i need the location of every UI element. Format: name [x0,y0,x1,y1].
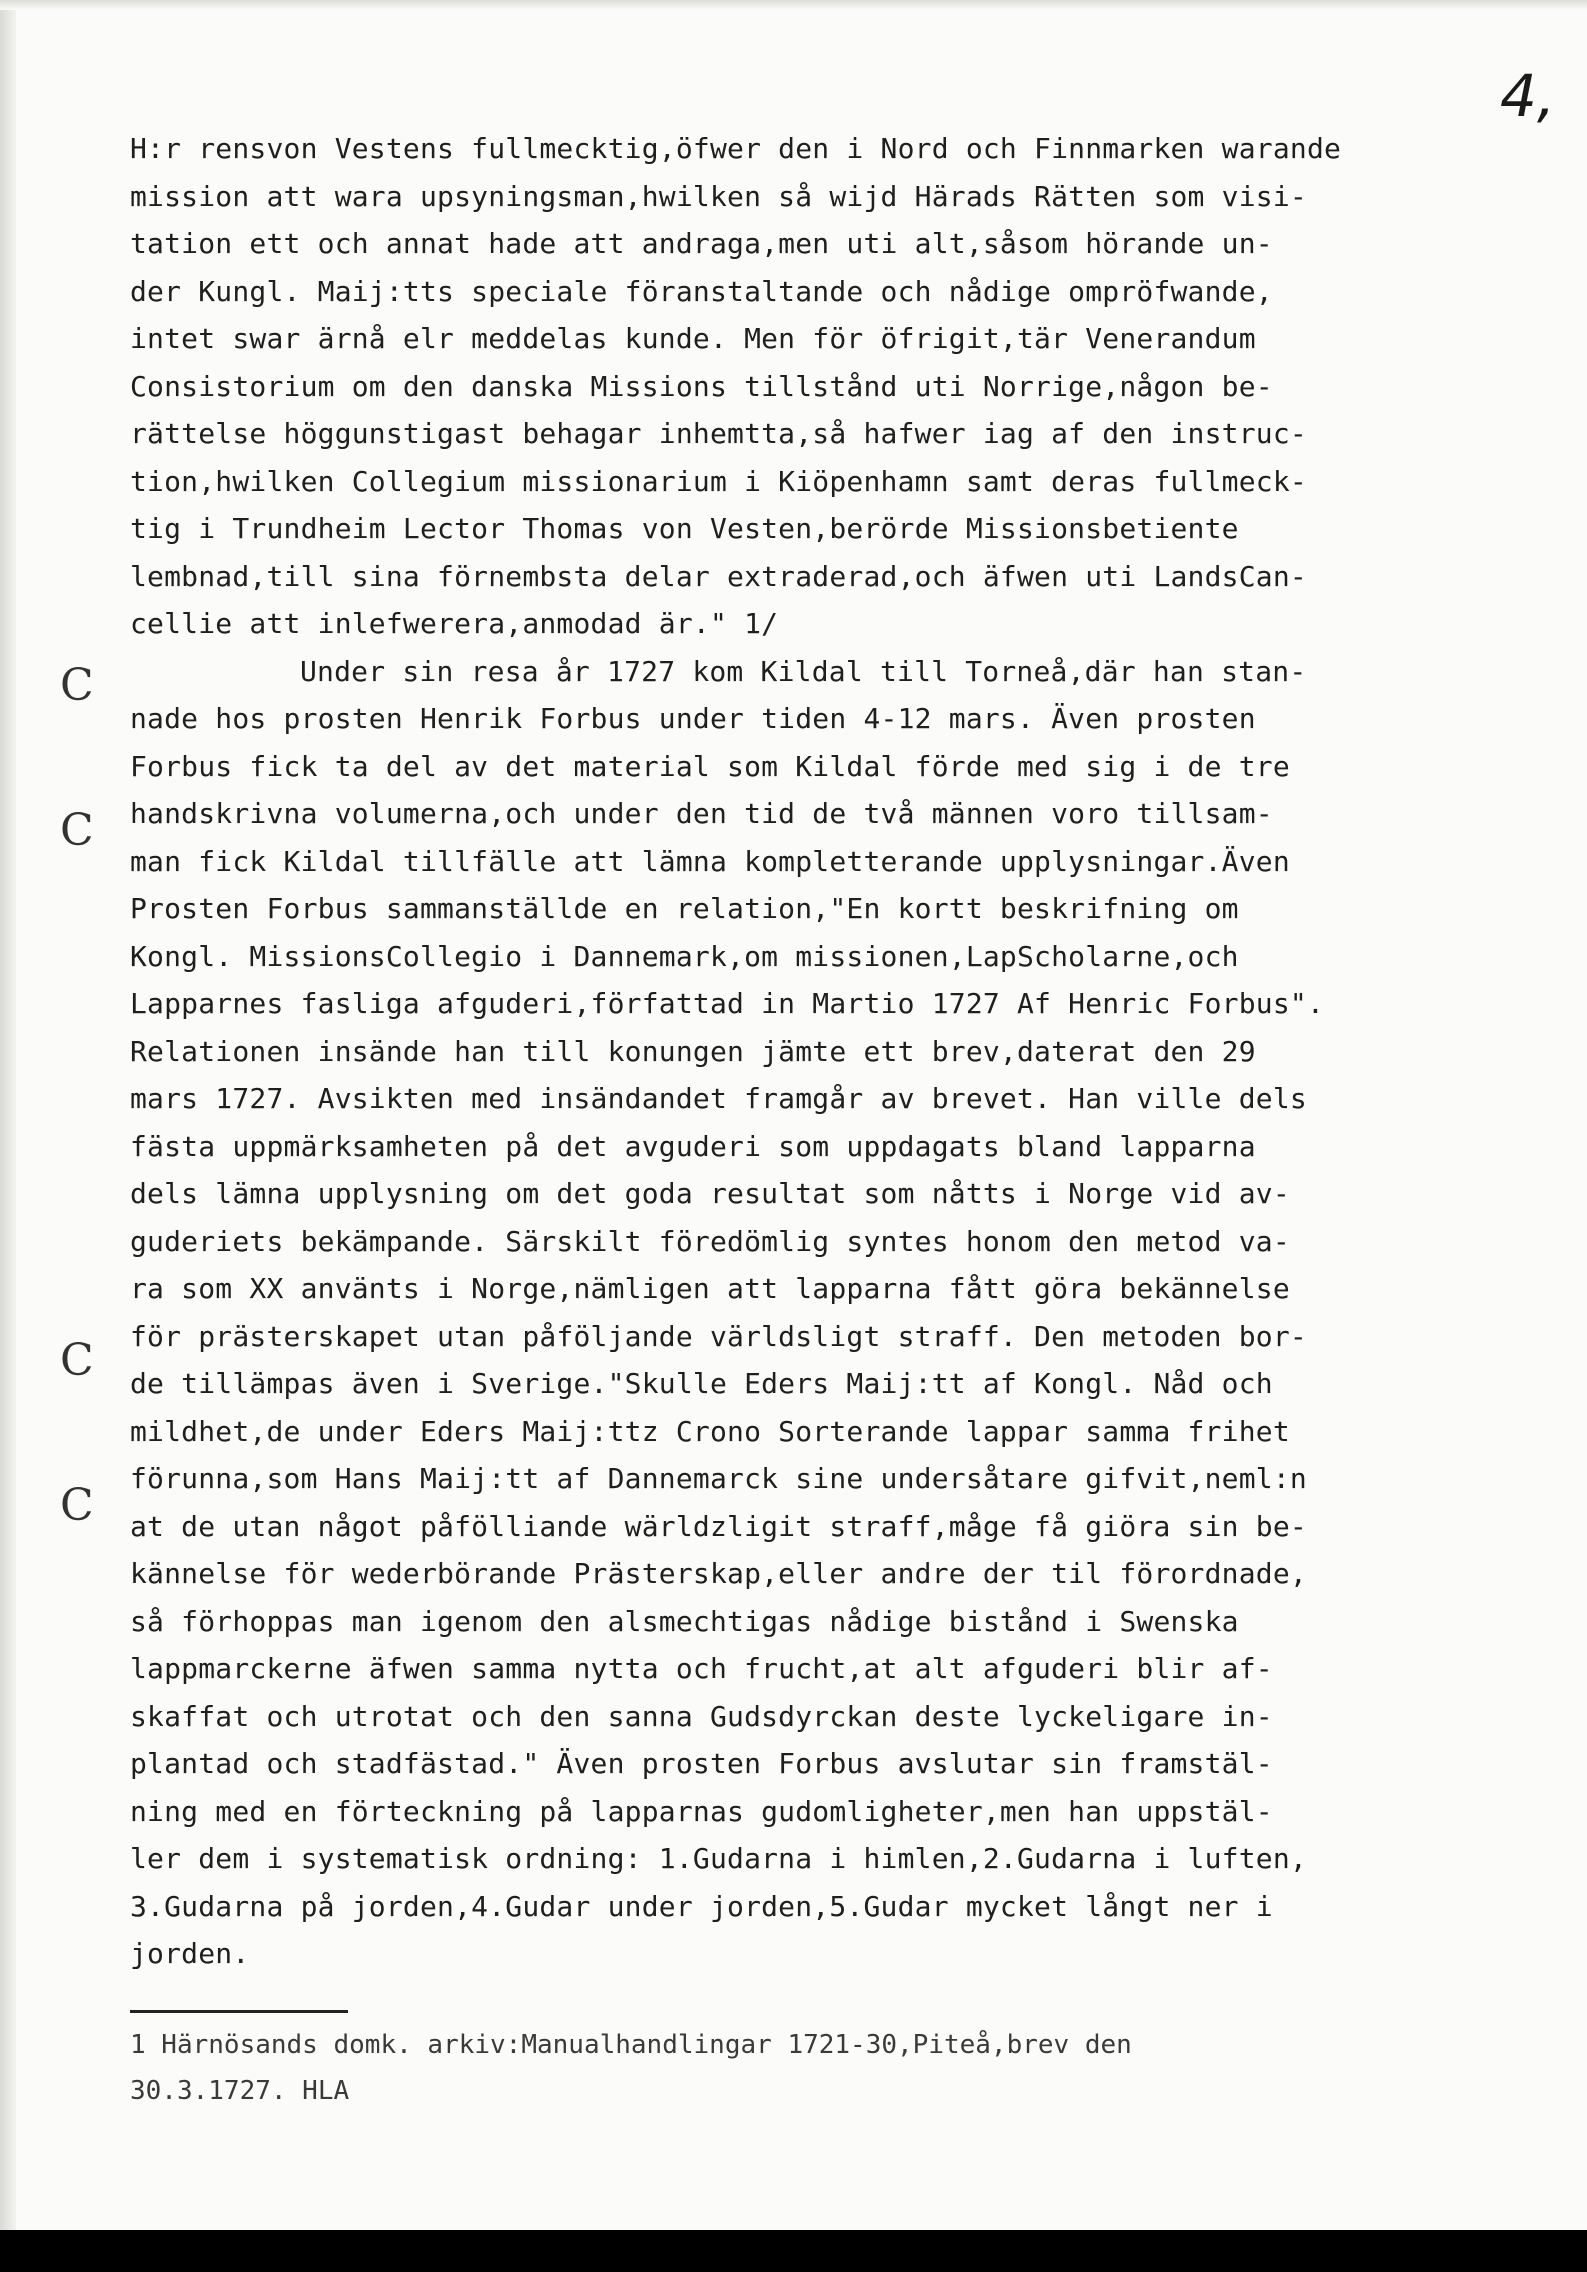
text-line: ler dem i systematisk ordning: 1.Gudarna i himlen,2.Gudarna i luften, [130,1842,1307,1875]
text-line: tion,hwilken Collegium missionarium i Kiöpenhamn samt deras fullmeck- [130,464,1307,498]
text-line: förunna,som Hans Maij:tt af Dannemarck sine undersåtare gifvit,neml:n [130,1462,1307,1495]
margin-mark: C [60,1335,94,1386]
text-line: mildhet,de under Eders Maij:ttz Crono Sorterande lappar samma frihet [130,1414,1290,1448]
scan-bottom-border [0,2230,1587,2272]
text-line: Forbus fick ta del av det material som Kildal förde med sig i de tre [130,749,1290,783]
footnote-line: 30.3.1727. HLA [130,2076,350,2106]
text-line: tig i Trundheim Lector Thomas von Vesten,berörde Missionsbetiente [130,512,1239,545]
text-line: 3.Gudarna på jorden,4.Gudar under jorden,5.Gudar mycket långt ner i [130,1889,1273,1923]
page-top-edge [0,0,1587,10]
margin-mark: C [60,1480,94,1531]
text-line: kännelse för wederbörande Prästerskap,eller andre der til förordnade, [130,1557,1307,1590]
page-left-edge [0,0,16,2272]
text-line: skaffat och utrotat och den sanna Gudsdyrckan deste lyckeligare in- [130,1699,1273,1733]
text-line: Consistorium om den danska Missions tillstånd uti Norrige,någon be- [130,369,1273,403]
text-line: rättelse höggunstigast behagar inhemtta,så hafwer iag af den instruc- [130,417,1307,450]
text-line: Lapparnes fasliga afguderi,författad in Martio 1727 Af Henric Forbus". [130,987,1325,1020]
text-line: mission att wara upsyningsman,hwilken så wijd Härads Rätten som visi- [130,179,1307,213]
margin-mark: C [60,660,94,711]
text-line: de tillämpas även i Sverige."Skulle Eders Maij:tt af Kongl. Nåd och [130,1367,1273,1400]
text-line: plantad och stadfästad." Även prosten Forbus avslutar sin framstäl- [130,1747,1273,1780]
text-line: lappmarckerne äfwen samma nytta och frucht,at alt afguderi blir af- [130,1652,1273,1685]
footnote-rule [130,2010,348,2013]
text-line: handskrivna volumerna,och under den tid de två männen voro tillsam- [130,797,1273,830]
body-text [130,125,1450,1978]
text-line: ning med en förteckning på lapparnas gudomligheter,men han uppstäl- [130,1794,1273,1828]
text-line: at de utan något påfölliande wärldzligit straff,måge få giöra sin be- [130,1509,1307,1543]
footnote-line: 1 Härnösands domk. arkiv:Manualhandlingar 1721-30,Piteå,brev den [130,2030,1132,2060]
text-line: för prästerskapet utan påföljande världsligt straff. Den metoden bor- [130,1319,1307,1353]
text-line: Relationen insände han till konungen jämte ett brev,daterat den 29 [130,1034,1256,1068]
text-line: så förhoppas man igenom den alsmechtigas nådige bistånd i Swenska [130,1604,1239,1638]
text-line: lembnad,till sina förnembsta delar extraderad,och äfwen uti LandsCan- [130,559,1307,593]
text-line: nade hos prosten Henrik Forbus under tiden 4-12 mars. Även prosten [130,702,1256,735]
text-line: H:r rensvon Vestens fullmecktig,öfwer den i Nord och Finnmarken warande [130,132,1342,165]
text-line: Prosten Forbus sammanställde en relation,"En kortt beskrifning om [130,892,1239,925]
text-line: mars 1727. Avsikten med insändandet framgår av brevet. Han ville dels [130,1082,1307,1115]
page-number: 4, [1500,62,1556,130]
text-line: man fick Kildal tillfälle att lämna kompletterande upplysningar.Även [130,844,1290,878]
footnote [130,2022,1450,2114]
margin-mark: C [60,805,94,856]
text-line: cellie att inlefwerera,anmodad är." 1/ [130,607,779,640]
text-line: guderiets bekämpande. Särskilt föredömlig syntes honom den metod va- [130,1224,1290,1258]
paragraph-first-line: Under sin resa år 1727 kom Kildal till Torneå,där han stan- [300,654,1307,688]
text-line: jorden. [130,1937,250,1970]
text-line: Kongl. MissionsCollegio i Dannemark,om missionen,LapScholarne,och [130,939,1239,973]
text-line: fästa uppmärksamheten på det avguderi som uppdagats bland lapparna [130,1129,1256,1163]
text-line: dels lämna upplysning om det goda resultat som nåtts i Norge vid av- [130,1177,1290,1210]
text-line: ra som XX använts i Norge,nämligen att lapparna fått göra bekännelse [130,1272,1290,1305]
text-line: der Kungl. Maij:tts speciale föranstaltande och nådige ompröfwande, [130,274,1273,308]
text-line: tation ett och annat hade att andraga,men uti alt,såsom hörande un- [130,227,1273,260]
text-line: intet swar ärnå elr meddelas kunde. Men för öfrigit,tär Venerandum [130,322,1256,355]
